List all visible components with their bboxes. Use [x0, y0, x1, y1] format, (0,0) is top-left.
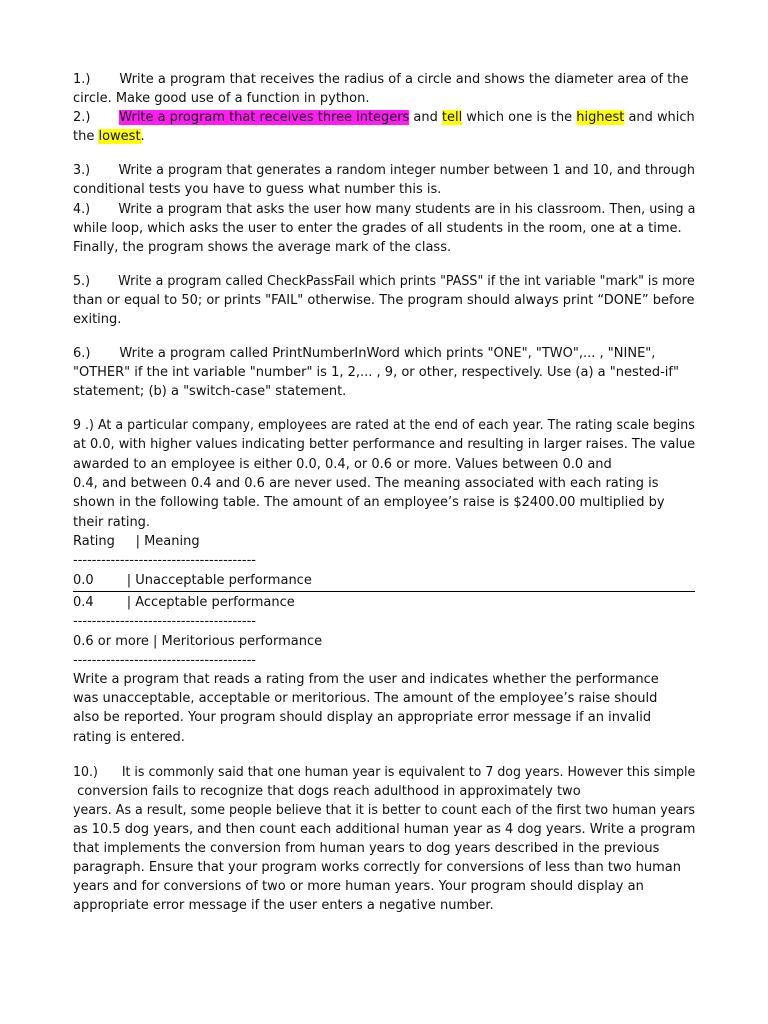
q6-line-3: statement; (b) a "switch-case" statement. — [73, 384, 347, 399]
q10-line-1: 10.) It is commonly said that one human year is equivalent to 7 dog years. However this simple — [73, 765, 696, 780]
q5-line-3: exiting. — [73, 312, 122, 327]
rating-table-separator: --------------------------------------- — [73, 553, 256, 568]
q10-line-4: as 10.5 dog years, and then count each additional human year as 4 dog years. Write a program — [73, 822, 696, 837]
q2-text-the: the — [73, 129, 99, 144]
rating-table-separator: --------------------------------------- — [73, 653, 256, 668]
rating-table-separator: --------------------------------------- — [73, 614, 256, 629]
q4-line-1: 4.) Write a program that asks the user how many students are in his classroom. Then, using a — [73, 202, 696, 217]
q2-highlight-highest: highest — [576, 110, 625, 125]
q3-line-2: conditional tests you have to guess what number this is. — [73, 182, 442, 197]
rating-table-row-1: 0.0 | Unacceptable performance — [73, 573, 312, 588]
q2-highlight-lowest: lowest — [98, 129, 141, 144]
q2-number: 2.) — [73, 110, 120, 125]
q9-line-4: 0.4, and between 0.4 and 0.6 are never used. The meaning associated with each rating is — [73, 476, 659, 491]
q9-para2-line-2: was unacceptable, acceptable or meritorious. The amount of the employee’s raise should — [73, 691, 658, 706]
q9-para2-line-3: also be reported. Your program should display an appropriate error message if an invalid — [73, 710, 652, 725]
q2-highlight-magenta: Write a program that receives three integers — [119, 110, 410, 125]
q9-para2-line-4: rating is entered. — [73, 730, 185, 745]
q2-text-and-which: and which — [624, 110, 695, 125]
q10-line-6: paragraph. Ensure that your program works correctly for conversions of less than two human — [73, 860, 681, 875]
q2-highlight-tell: tell — [441, 110, 463, 125]
q9-line-2: at 0.0, with higher values indicating better performance and resulting in larger raises. The value — [73, 437, 696, 452]
q9-line-5: shown in the following table. The amount of an employee’s raise is $2400.00 multiplied by — [73, 495, 665, 510]
rating-table-row-3: 0.6 or more | Meritorious performance — [73, 634, 323, 649]
q10-line-3: years. As a result, some people believe that it is better to count each of the first two human years — [73, 803, 696, 818]
q4-line-2: while loop, which asks the user to enter the grades of all students in the room, one at a time. — [73, 221, 682, 236]
q9-line-3: awarded to an employee is either 0.0, 0.4, or 0.6 or more. Values between 0.0 and — [73, 457, 612, 472]
q9-line-1: 9 .) At a particular company, employees are rated at the end of each year. The rating scale begins — [73, 418, 695, 433]
rating-table-rule — [73, 591, 695, 592]
q9-para2-line-1: Write a program that reads a rating from the user and indicates whether the performance — [73, 672, 659, 687]
q1-line-2: circle. Make good use of a function in python. — [73, 91, 370, 106]
q3-line-1: 3.) Write a program that generates a random integer number between 1 and 10, and through — [73, 163, 695, 178]
q5-line-2: than or equal to 50; or prints "FAIL" otherwise. The program should always print “DONE” before — [73, 293, 695, 308]
rating-table-header: Rating | Meaning — [73, 534, 200, 549]
q6-line-1: 6.) Write a program called PrintNumberInWord which prints "ONE", "TWO",... , "NINE", — [73, 346, 656, 361]
q10-line-5: that implements the conversion from human years to dog years described in the previous — [73, 841, 660, 856]
q10-line-7: years and for conversions of two or more human years. Your program should display an — [73, 879, 644, 894]
q5-line-1: 5.) Write a program called CheckPassFail which prints "PASS" if the int variable "mark" is more — [73, 274, 695, 289]
q4-line-3: Finally, the program shows the average mark of the class. — [73, 240, 452, 255]
q1-line-1: 1.) Write a program that receives the radius of a circle and shows the diameter area of the — [73, 72, 689, 87]
q9-line-6: their rating. — [73, 515, 151, 530]
q10-line-2: conversion fails to recognize that dogs reach adulthood in approximately two — [73, 784, 581, 799]
q10-line-8: appropriate error message if the user enters a negative number. — [73, 898, 494, 913]
q2-text-period: . — [140, 129, 145, 144]
rating-table-row-2: 0.4 | Acceptable performance — [73, 595, 295, 610]
q2-line-2 — [73, 127, 145, 146]
q6-line-2: "OTHER" if the int variable "number" is 1, 2,... , 9, or other, respectively. Use (a) a "nested-if" — [73, 365, 679, 380]
q2-text-and: and — [409, 110, 442, 125]
q2-text-which: which one is the — [462, 110, 577, 125]
q2-line-1 — [73, 108, 695, 127]
